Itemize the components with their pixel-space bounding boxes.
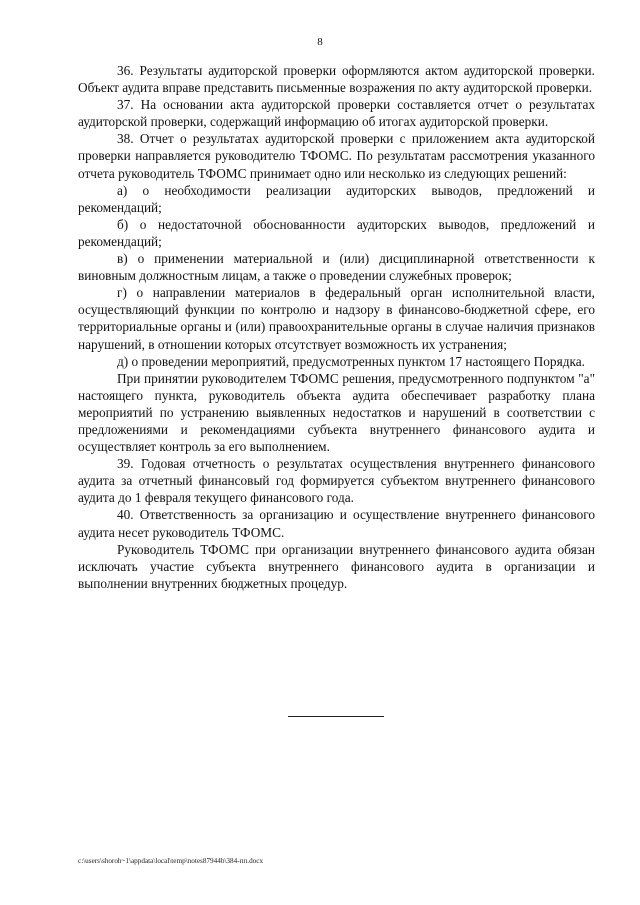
paragraph-40: 40. Ответственность за организацию и осуществление внутреннего финансового аудита несет руководитель ТФОМС. [78, 507, 595, 540]
paragraph-38-a: а) о необходимости реализации аудиторских выводов, предложений и рекомендаций; [78, 182, 595, 215]
page-number: 8 [317, 36, 323, 48]
document-body [78, 62, 595, 592]
paragraph-38: 38. Отчет о результатах аудиторской проверки с приложением акта аудиторской проверки направляется руководителю ТФОМС. По результатам рассмотрения указанного отчета руководитель ТФОМС принимает одно или несколько из следующих решений: [78, 131, 595, 181]
paragraph-38-note: При принятии руководителем ТФОМС решения, предусмотренного подпунктом "а" настоящего пункта, руководитель объекта аудита обеспечивает разработку плана мероприятий по устранению выявленных недостатков и нарушений в соответствии с предложениями и рекомендациями субъекта внутреннего финансового аудита и осуществляет контроль за его выполнением. [78, 370, 595, 455]
footer-file-path: c:\users\shoroh~1\appdata\local\temp\notes87944b\384-пп.docx [78, 857, 264, 865]
paragraph-39: 39. Годовая отчетность о результатах осуществления внутреннего финансового аудита за отчетный финансовый год формируется субъектом внутреннего финансового аудита до 1 февраля текущего финансового года. [78, 456, 595, 506]
paragraph-38-b: б) о недостаточной обоснованности аудиторских выводов, предложений и рекомендаций; [78, 216, 595, 249]
paragraph-closing: Руководитель ТФОМС при организации внутреннего финансового аудита обязан исключать участие субъекта внутреннего финансового аудита в организации и выполнении внутренних бюджетных процедур. [78, 541, 595, 591]
paragraph-37: 37. На основании акта аудиторской проверки составляется отчет о результатах аудиторской проверки, содержащий информацию об итогах аудиторской проверки. [78, 97, 595, 130]
paragraph-38-d: д) о проведении мероприятий, предусмотренных пунктом 17 настоящего Порядка. [117, 353, 585, 369]
paragraph-36: 36. Результаты аудиторской проверки оформляются актом аудиторской проверки. Объект аудита вправе представить письменные возражения по акту аудиторской проверки. [78, 63, 595, 96]
paragraph-38-g: г) о направлении материалов в федеральный орган исполнительной власти, осуществляющий функции по контролю и надзору в финансово-бюджетной сфере, его территориальные органы и (или) правоохранительные органы в случае наличия признаков нарушений, в отношении которых отсутствует возможность их устранения; [78, 285, 595, 352]
paragraph-38-v: в) о применении материальной и (или) дисциплинарной ответственности к виновным должностным лицам, а также о проведении служебных проверок; [78, 251, 595, 284]
end-divider [288, 716, 384, 717]
